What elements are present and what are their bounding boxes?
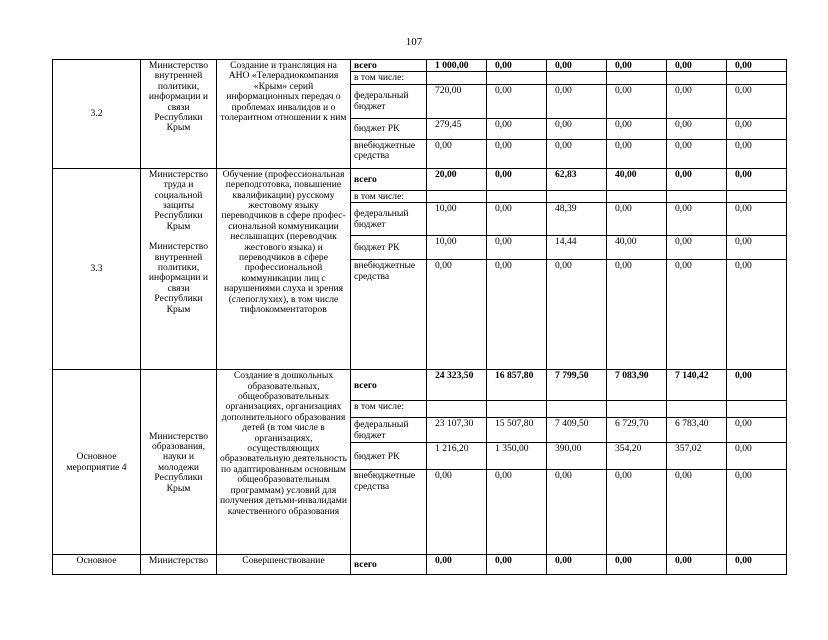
funding-value: 0,00 [667, 118, 727, 139]
funding-value: 0,00 [607, 84, 667, 118]
funding-value: 0,00 [547, 470, 607, 555]
funding-value: 0,00 [487, 168, 547, 190]
activity-description: Создание в дошкольных образовательных, общеобразовательных организациях, организациях дополнительного образования детей (в том числе в организациях, осуществляющих образовательную деятельность по адаптированным основным общеобразовательным программам) условий для получения детьми-инвалидами качественного образования [217, 370, 351, 555]
funding-value: 6 729,70 [607, 418, 667, 443]
executor-name-2: Министерство внутренней политики, информации и связи Республики Крым [148, 241, 209, 315]
funding-value: 0,00 [607, 60, 667, 72]
funding-value: 0,00 [667, 139, 727, 168]
funding-value: 0,00 [727, 370, 787, 401]
activity-description: Создание и трансляция на АНО «Телерадиокомпания «Крым» серий информационных передач о проблемах инвалидов и о толерантном отношении к ним [217, 60, 351, 169]
funding-value: 0,00 [427, 555, 487, 575]
funding-value: 0,00 [727, 555, 787, 575]
funding-value: 1 000,00 [427, 60, 487, 72]
funding-value [427, 72, 487, 84]
funding-source-label: всего [351, 370, 427, 401]
funding-value: 0,00 [487, 470, 547, 555]
funding-value: 0,00 [547, 84, 607, 118]
table-row [53, 555, 787, 575]
funding-value: 0,00 [727, 118, 787, 139]
funding-value: 0,00 [427, 260, 487, 370]
executor-cell [141, 60, 217, 169]
funding-value [727, 401, 787, 418]
funding-value [667, 72, 727, 84]
funding-value: 24 323,50 [427, 370, 487, 401]
table-row [53, 60, 787, 72]
funding-value: 23 107,30 [427, 418, 487, 443]
table-row [53, 168, 787, 190]
funding-value: 7 409,50 [547, 418, 607, 443]
funding-value: 0,00 [607, 260, 667, 370]
funding-value: 16 857,80 [487, 370, 547, 401]
executor-cell [141, 555, 217, 575]
funding-value: 7 140,42 [667, 370, 727, 401]
funding-value: 0,00 [487, 203, 547, 236]
funding-value [487, 72, 547, 84]
table-row [53, 370, 787, 401]
funding-value: 0,00 [427, 470, 487, 555]
funding-value [547, 190, 607, 202]
funding-value: 0,00 [607, 203, 667, 236]
funding-value [607, 401, 667, 418]
funding-source-label: федеральный бюджет [351, 418, 427, 443]
funding-value: 0,00 [607, 139, 667, 168]
funding-value: 14,44 [547, 236, 607, 260]
executor-cell [141, 370, 217, 555]
funding-value: 354,20 [607, 443, 667, 470]
page-number: 107 [405, 36, 423, 48]
funding-value: 0,00 [487, 84, 547, 118]
row-number: 3.3 [53, 168, 141, 369]
funding-source-label: бюджет РК [351, 443, 427, 470]
funding-value: 48,39 [547, 203, 607, 236]
funding-value: 0,00 [667, 470, 727, 555]
funding-value: 0,00 [487, 260, 547, 370]
funding-value: 1 350,00 [487, 443, 547, 470]
funding-value: 0,00 [727, 418, 787, 443]
funding-source-label: всего [351, 168, 427, 190]
row-number: 3.2 [53, 60, 141, 169]
funding-value [607, 72, 667, 84]
funding-value: 279,45 [427, 118, 487, 139]
funding-value: 0,00 [667, 84, 727, 118]
funding-value: 0,00 [487, 236, 547, 260]
funding-value: 7 083,90 [607, 370, 667, 401]
funding-value: 10,00 [427, 203, 487, 236]
funding-source-label: всего [351, 555, 427, 575]
executor-cell [141, 168, 217, 369]
funding-value [487, 401, 547, 418]
funding-value: 0,00 [727, 236, 787, 260]
funding-source-label: в том числе: [351, 72, 427, 84]
funding-source-label: в том числе: [351, 401, 427, 418]
funding-value [427, 190, 487, 202]
funding-source-label: внебюджетные средства [351, 470, 427, 555]
funding-source-label: в том числе: [351, 190, 427, 202]
funding-source-label: бюджет РК [351, 236, 427, 260]
funding-value: 0,00 [667, 555, 727, 575]
funding-value: 20,00 [427, 168, 487, 190]
funding-value: 0,00 [487, 555, 547, 575]
funding-value: 0,00 [727, 470, 787, 555]
funding-value: 6 783,40 [667, 418, 727, 443]
row-number: Основное [53, 555, 141, 575]
funding-value [727, 72, 787, 84]
funding-value: 40,00 [607, 236, 667, 260]
funding-value: 0,00 [667, 168, 727, 190]
executor-name: Министерство [148, 555, 209, 567]
funding-value: 0,00 [487, 60, 547, 72]
funding-source-label: федеральный бюджет [351, 203, 427, 236]
funding-value: 0,00 [727, 168, 787, 190]
funding-value: 0,00 [667, 236, 727, 260]
funding-value: 0,00 [667, 60, 727, 72]
funding-value: 0,00 [607, 555, 667, 575]
funding-value: 0,00 [487, 118, 547, 139]
activity-description: Обучение (профессиональная переподготовка, повышение квалификации) русскому жестовому языку переводчиков в сфере профес-сиональной коммуникации неслышащих (переводчик жестового языка) и переводчиков в сфере профессиональной коммуникации лиц с нарушениями слуха и зрения (слепоглухих), в том числе тифлокомментаторов [217, 168, 351, 369]
funding-value: 10,00 [427, 236, 487, 260]
funding-value: 0,00 [727, 260, 787, 370]
funding-value: 0,00 [667, 203, 727, 236]
funding-value: 0,00 [727, 443, 787, 470]
funding-source-label: федеральный бюджет [351, 84, 427, 118]
funding-value: 0,00 [547, 118, 607, 139]
funding-value: 0,00 [487, 139, 547, 168]
row-number: Основное мероприятие 4 [53, 370, 141, 555]
funding-value: 357,02 [667, 443, 727, 470]
funding-value [667, 401, 727, 418]
activity-description: Совершенствование [217, 555, 351, 575]
funding-value: 0,00 [427, 139, 487, 168]
funding-value: 40,00 [607, 168, 667, 190]
funding-value: 0,00 [547, 555, 607, 575]
funding-value: 0,00 [667, 260, 727, 370]
executor-name: Министерство образования, науки и молодежи Республики Крым [148, 430, 209, 494]
funding-source-label: всего [351, 60, 427, 72]
funding-value: 0,00 [727, 60, 787, 72]
table-body [53, 60, 787, 575]
funding-value [547, 72, 607, 84]
funding-value: 15 507,80 [487, 418, 547, 443]
funding-value: 390,00 [547, 443, 607, 470]
funding-value [487, 190, 547, 202]
funding-value: 0,00 [547, 139, 607, 168]
funding-source-label: бюджет РК [351, 118, 427, 139]
funding-value [607, 190, 667, 202]
funding-value: 0,00 [727, 203, 787, 236]
funding-value [427, 401, 487, 418]
funding-value: 62,83 [547, 168, 607, 190]
funding-source-label: внебюджетные средства [351, 260, 427, 370]
funding-value: 0,00 [607, 470, 667, 555]
funding-value: 1 216,20 [427, 443, 487, 470]
executor-name: Министерство внутренней политики, информации и связи Республики Крым [148, 60, 209, 134]
funding-value [727, 190, 787, 202]
funding-value: 0,00 [547, 60, 607, 72]
executor-name: Министерство труда и социальной защиты Республики Крым [148, 168, 209, 232]
funding-value: 0,00 [727, 139, 787, 168]
funding-value [667, 190, 727, 202]
funding-value: 0,00 [547, 260, 607, 370]
funding-value [547, 401, 607, 418]
program-funding-table [52, 59, 787, 575]
funding-value: 0,00 [727, 84, 787, 118]
funding-source-label: внебюджетные средства [351, 139, 427, 168]
funding-value: 720,00 [427, 84, 487, 118]
funding-value: 0,00 [607, 118, 667, 139]
funding-value: 7 799,50 [547, 370, 607, 401]
